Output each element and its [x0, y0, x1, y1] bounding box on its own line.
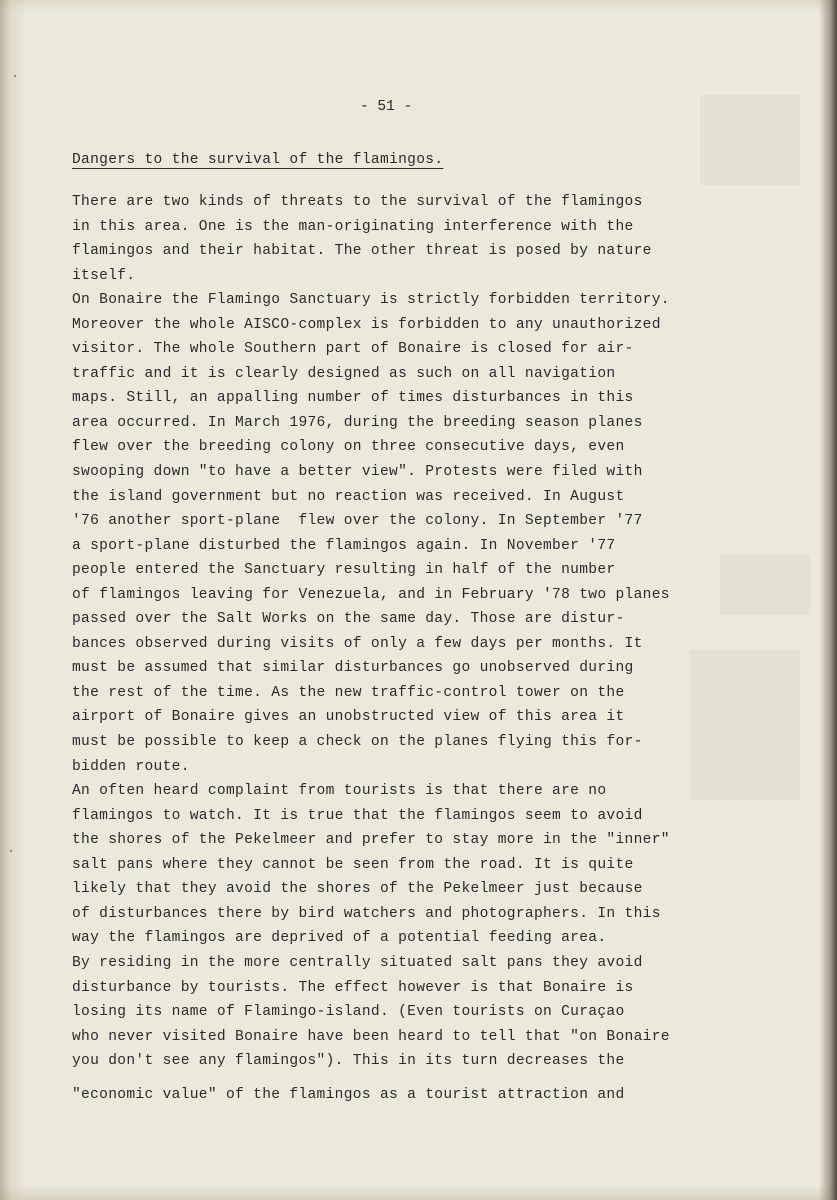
text-line: airport of Bonaire gives an unobstructed view of this area it — [72, 709, 625, 726]
text-line: must be assumed that similar disturbances go unobserved during — [72, 660, 634, 677]
section-heading: Dangers to the survival of the flamingos. — [72, 152, 444, 168]
text-line: of flamingos leaving for Venezuela, and in February '78 two planes — [72, 586, 670, 603]
text-line: way the flamingos are deprived of a potential feeding area. — [72, 930, 607, 947]
text-line: passed over the Salt Works on the same day. Those are distur- — [72, 611, 625, 628]
show-through-shadow — [700, 95, 800, 185]
text-line: people entered the Sanctuary resulting in half of the number — [72, 562, 616, 579]
text-line: in this area. One is the man-originating interference with the — [72, 218, 634, 235]
text-line: you don't see any flamingos"). This in its turn decreases the — [72, 1053, 625, 1070]
text-line: the island government but no reaction was received. In August — [72, 488, 625, 505]
show-through-shadow — [720, 555, 810, 615]
text-line: visitor. The whole Southern part of Bonaire is closed for air- — [72, 341, 634, 358]
text-line: a sport-plane disturbed the flamingos again. In November '77 — [72, 537, 616, 554]
text-line: bidden route. — [72, 758, 190, 775]
text-line: the rest of the time. As the new traffic-control tower on the — [72, 684, 625, 701]
text-line: flamingos to watch. It is true that the flamingos seem to avoid — [72, 807, 643, 824]
text-line: On Bonaire the Flamingo Sanctuary is strictly forbidden territory. — [72, 292, 670, 309]
text-line: disturbance by tourists. The effect however is that Bonaire is — [72, 979, 634, 996]
text-line: losing its name of Flamingo-island. (Even tourists on Curaçao — [72, 1004, 625, 1021]
body-text — [72, 190, 732, 1107]
page-number: - 51 - — [360, 99, 413, 115]
text-line: likely that they avoid the shores of the Pekelmeer just because — [72, 881, 643, 898]
text-line: By residing in the more centrally situated salt pans they avoid — [72, 954, 643, 971]
text-line: salt pans where they cannot be seen from the road. It is quite — [72, 856, 634, 873]
text-line: who never visited Bonaire have been heard to tell that "on Bonaire — [72, 1028, 670, 1045]
text-line: the shores of the Pekelmeer and prefer to stay more in the "inner" — [72, 832, 670, 849]
text-line: area occurred. In March 1976, during the breeding season planes — [72, 414, 643, 431]
paper-speck — [14, 75, 16, 77]
paper-speck — [10, 850, 12, 852]
text-line: traffic and it is clearly designed as such on all navigation — [72, 365, 616, 382]
text-line: of disturbances there by bird watchers and photographers. In this — [72, 905, 661, 922]
text-line: itself. — [72, 267, 136, 284]
text-line: '76 another sport-plane flew over the colony. In September '77 — [72, 513, 643, 530]
text-line: bances observed during visits of only a few days per months. It — [72, 635, 643, 652]
text-line: must be possible to keep a check on the planes flying this for- — [72, 734, 643, 751]
text-line: flew over the breeding colony on three consecutive days, even — [72, 439, 625, 456]
text-line: flamingos and their habitat. The other threat is posed by nature — [72, 243, 652, 260]
text-line: maps. Still, an appalling number of times disturbances in this — [72, 390, 634, 407]
text-line: An often heard complaint from tourists is that there are no — [72, 783, 607, 800]
text-line: swooping down "to have a better view". Protests were filed with — [72, 464, 643, 481]
text-line: Moreover the whole AISCO-complex is forbidden to any unauthorized — [72, 316, 661, 333]
text-line: There are two kinds of threats to the survival of the flamingos — [72, 194, 643, 210]
text-line: "economic value" of the flamingos as a tourist attraction and — [72, 1086, 625, 1103]
